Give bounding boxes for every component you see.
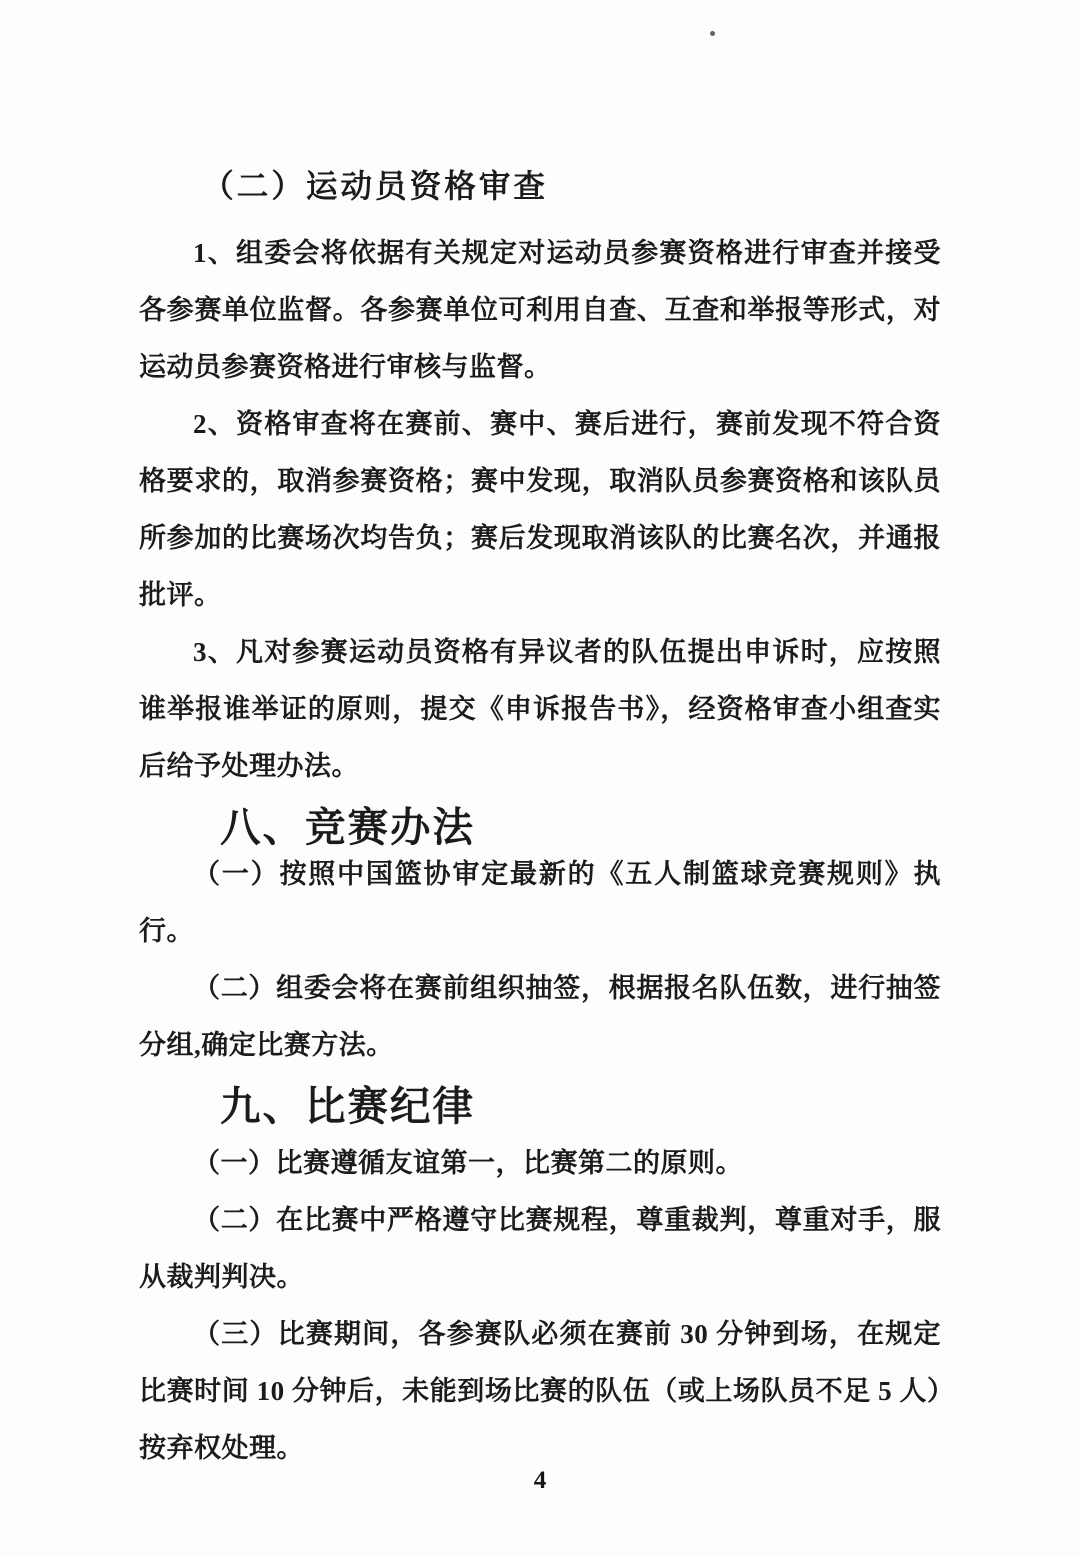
section-heading-athlete-eligibility: （二）运动员资格审查	[202, 169, 548, 204]
paragraph-discipline-2: （二）在比赛中严格遵守比赛规程，尊重裁判，尊重对手，服从裁判判决。	[139, 1205, 941, 1292]
paragraph-method-2: （二）组委会将在赛前组织抽签，根据报名队伍数，进行抽签分组,确定比赛方法。	[139, 973, 941, 1060]
page-number: 4	[533, 1467, 547, 1494]
section-heading-competition-method: 八、竞赛办法	[220, 805, 475, 850]
paragraph-eligibility-1: 1、组委会将依据有关规定对运动员参赛资格进行审查并接受各参赛单位监督。各参赛单位可利用自查、互查和举报等形式，对运动员参赛资格进行审核与监督。	[139, 238, 941, 382]
document-content	[139, 158, 941, 1477]
paragraph-discipline-3: （三）比赛期间，各参赛队必须在赛前 30 分钟到场，在规定比赛时间 10 分钟后，未能到场比赛的队伍（或上场队员不足 5 人）按弃权处理。	[139, 1319, 941, 1463]
section-heading-match-discipline: 九、比赛纪律	[220, 1084, 475, 1129]
paragraph-method-1: （一）按照中国篮协审定最新的《五人制篮球竞赛规则》执行。	[139, 859, 941, 946]
paragraph-discipline-1: （一）比赛遵循友谊第一，比赛第二的原则。	[193, 1148, 743, 1178]
paragraph-eligibility-2: 2、资格审查将在赛前、赛中、赛后进行，赛前发现不符合资格要求的，取消参赛资格；赛中发现，取消队员参赛资格和该队员所参加的比赛场次均告负；赛后发现取消该队的比赛名次，并通报批评。	[139, 409, 941, 610]
paragraph-eligibility-3: 3、凡对参赛运动员资格有异议者的队伍提出申诉时，应按照谁举报谁举证的原则，提交《申诉报告书》，经资格审查小组查实后给予处理办法。	[139, 637, 941, 781]
scan-speck	[710, 31, 715, 36]
